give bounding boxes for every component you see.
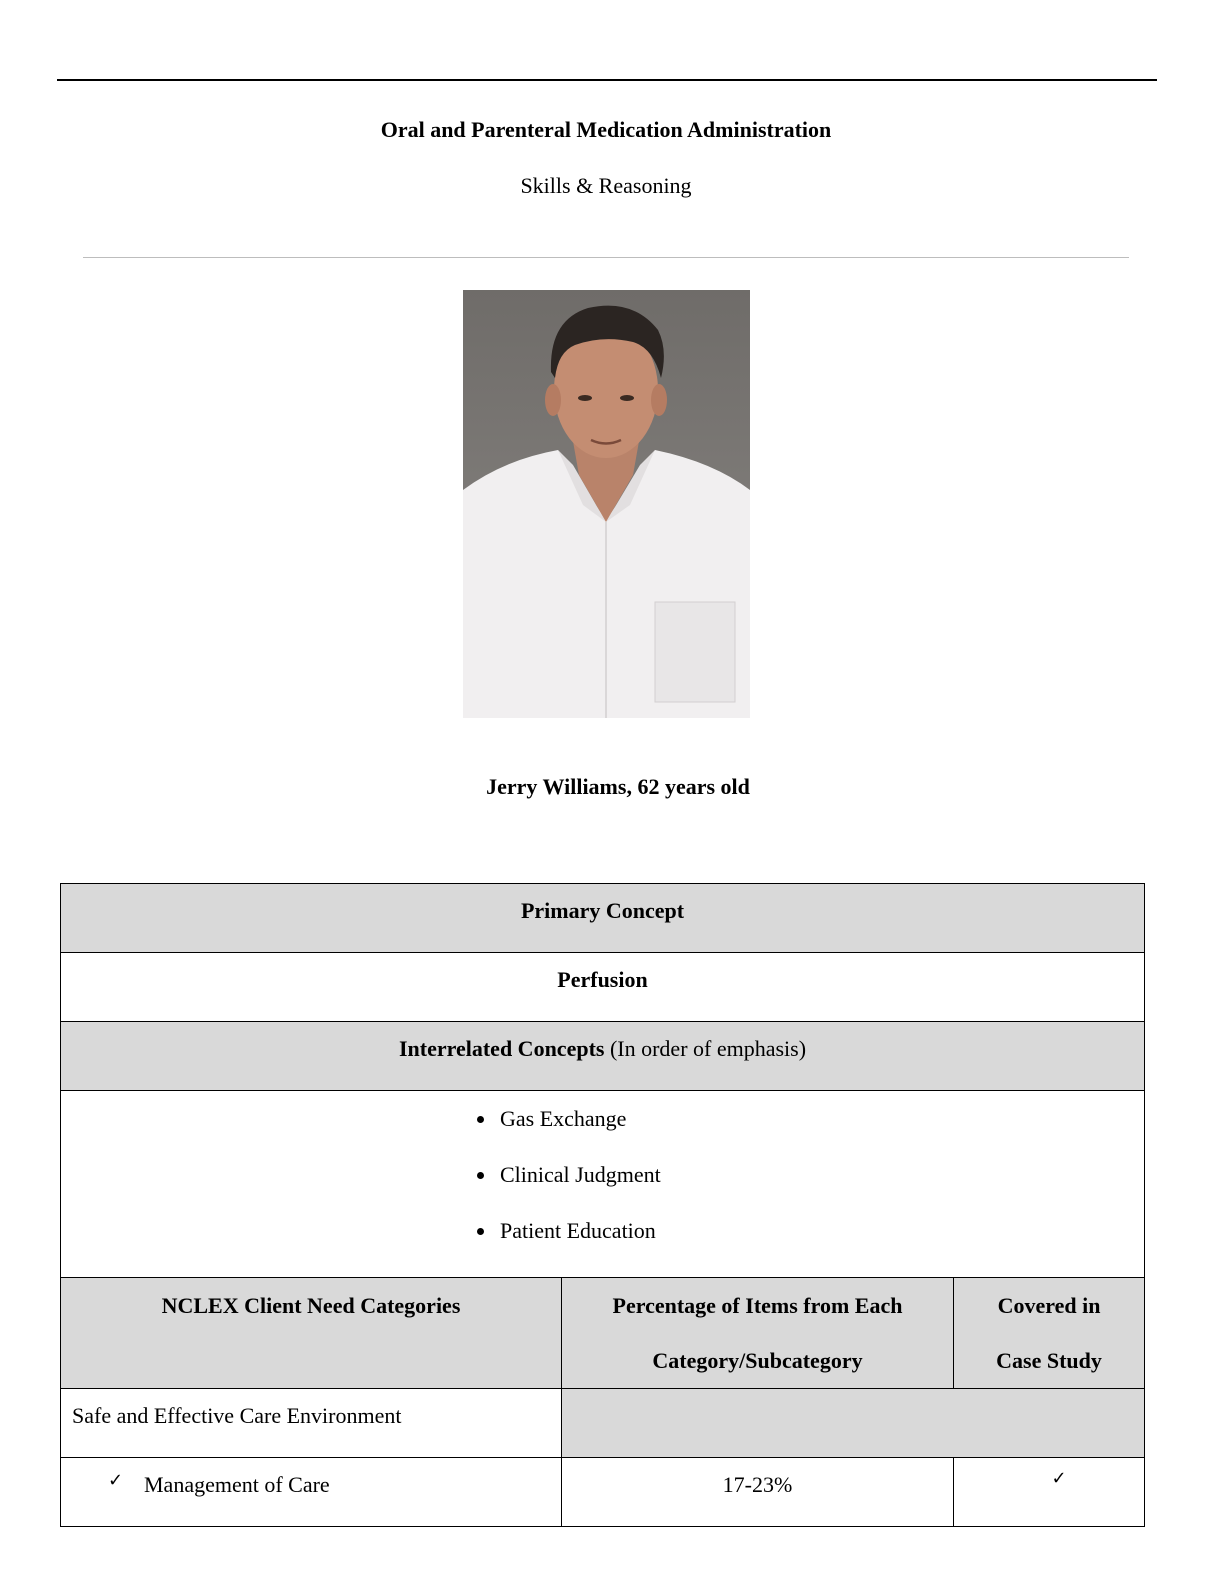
document-title: Oral and Parenteral Medication Administration [380, 117, 832, 142]
percentage-header: Percentage of Items from Each Category/Subcategory [562, 1278, 954, 1389]
bullet-icon [477, 1116, 484, 1123]
interrelated-header: Interrelated Concepts [398, 1036, 605, 1061]
bullet-icon [477, 1172, 484, 1179]
list-item: Patient Education [61, 1220, 1144, 1276]
primary-concept-header: Primary Concept [61, 884, 1145, 953]
table-row [61, 1458, 562, 1527]
primary-concept-value: Perfusion [61, 953, 1145, 1022]
patient-photo [463, 290, 750, 718]
top-rule [57, 79, 1157, 81]
patient-caption: Jerry Williams, 62 years old [486, 774, 750, 799]
interrelated-list-cell [61, 1091, 1145, 1278]
percentage-value: 17-23% [562, 1458, 954, 1527]
category-cell: Safe and Effective Care Environment [61, 1389, 562, 1458]
document-subtitle: Skills & Reasoning [520, 173, 692, 198]
list-item: Gas Exchange [61, 1108, 1144, 1164]
interrelated-list [61, 1108, 1144, 1276]
interrelated-note: (In order of emphasis) [609, 1036, 807, 1061]
interrelated-header-cell [61, 1022, 1145, 1091]
covered-header: Covered in Case Study [954, 1278, 1145, 1389]
list-item: Clinical Judgment [61, 1164, 1144, 1220]
concepts-table [60, 883, 1145, 1527]
subcategory-label: Management of Care [144, 1472, 330, 1497]
category-blank-cell [562, 1389, 1145, 1458]
bullet-icon [477, 1228, 484, 1235]
covered-checkmark-icon: ✓ [954, 1458, 1145, 1527]
section-divider [83, 257, 1129, 258]
nclex-categories-header: NCLEX Client Need Categories [61, 1278, 562, 1389]
checkmark-icon: ✓ [108, 1470, 124, 1491]
